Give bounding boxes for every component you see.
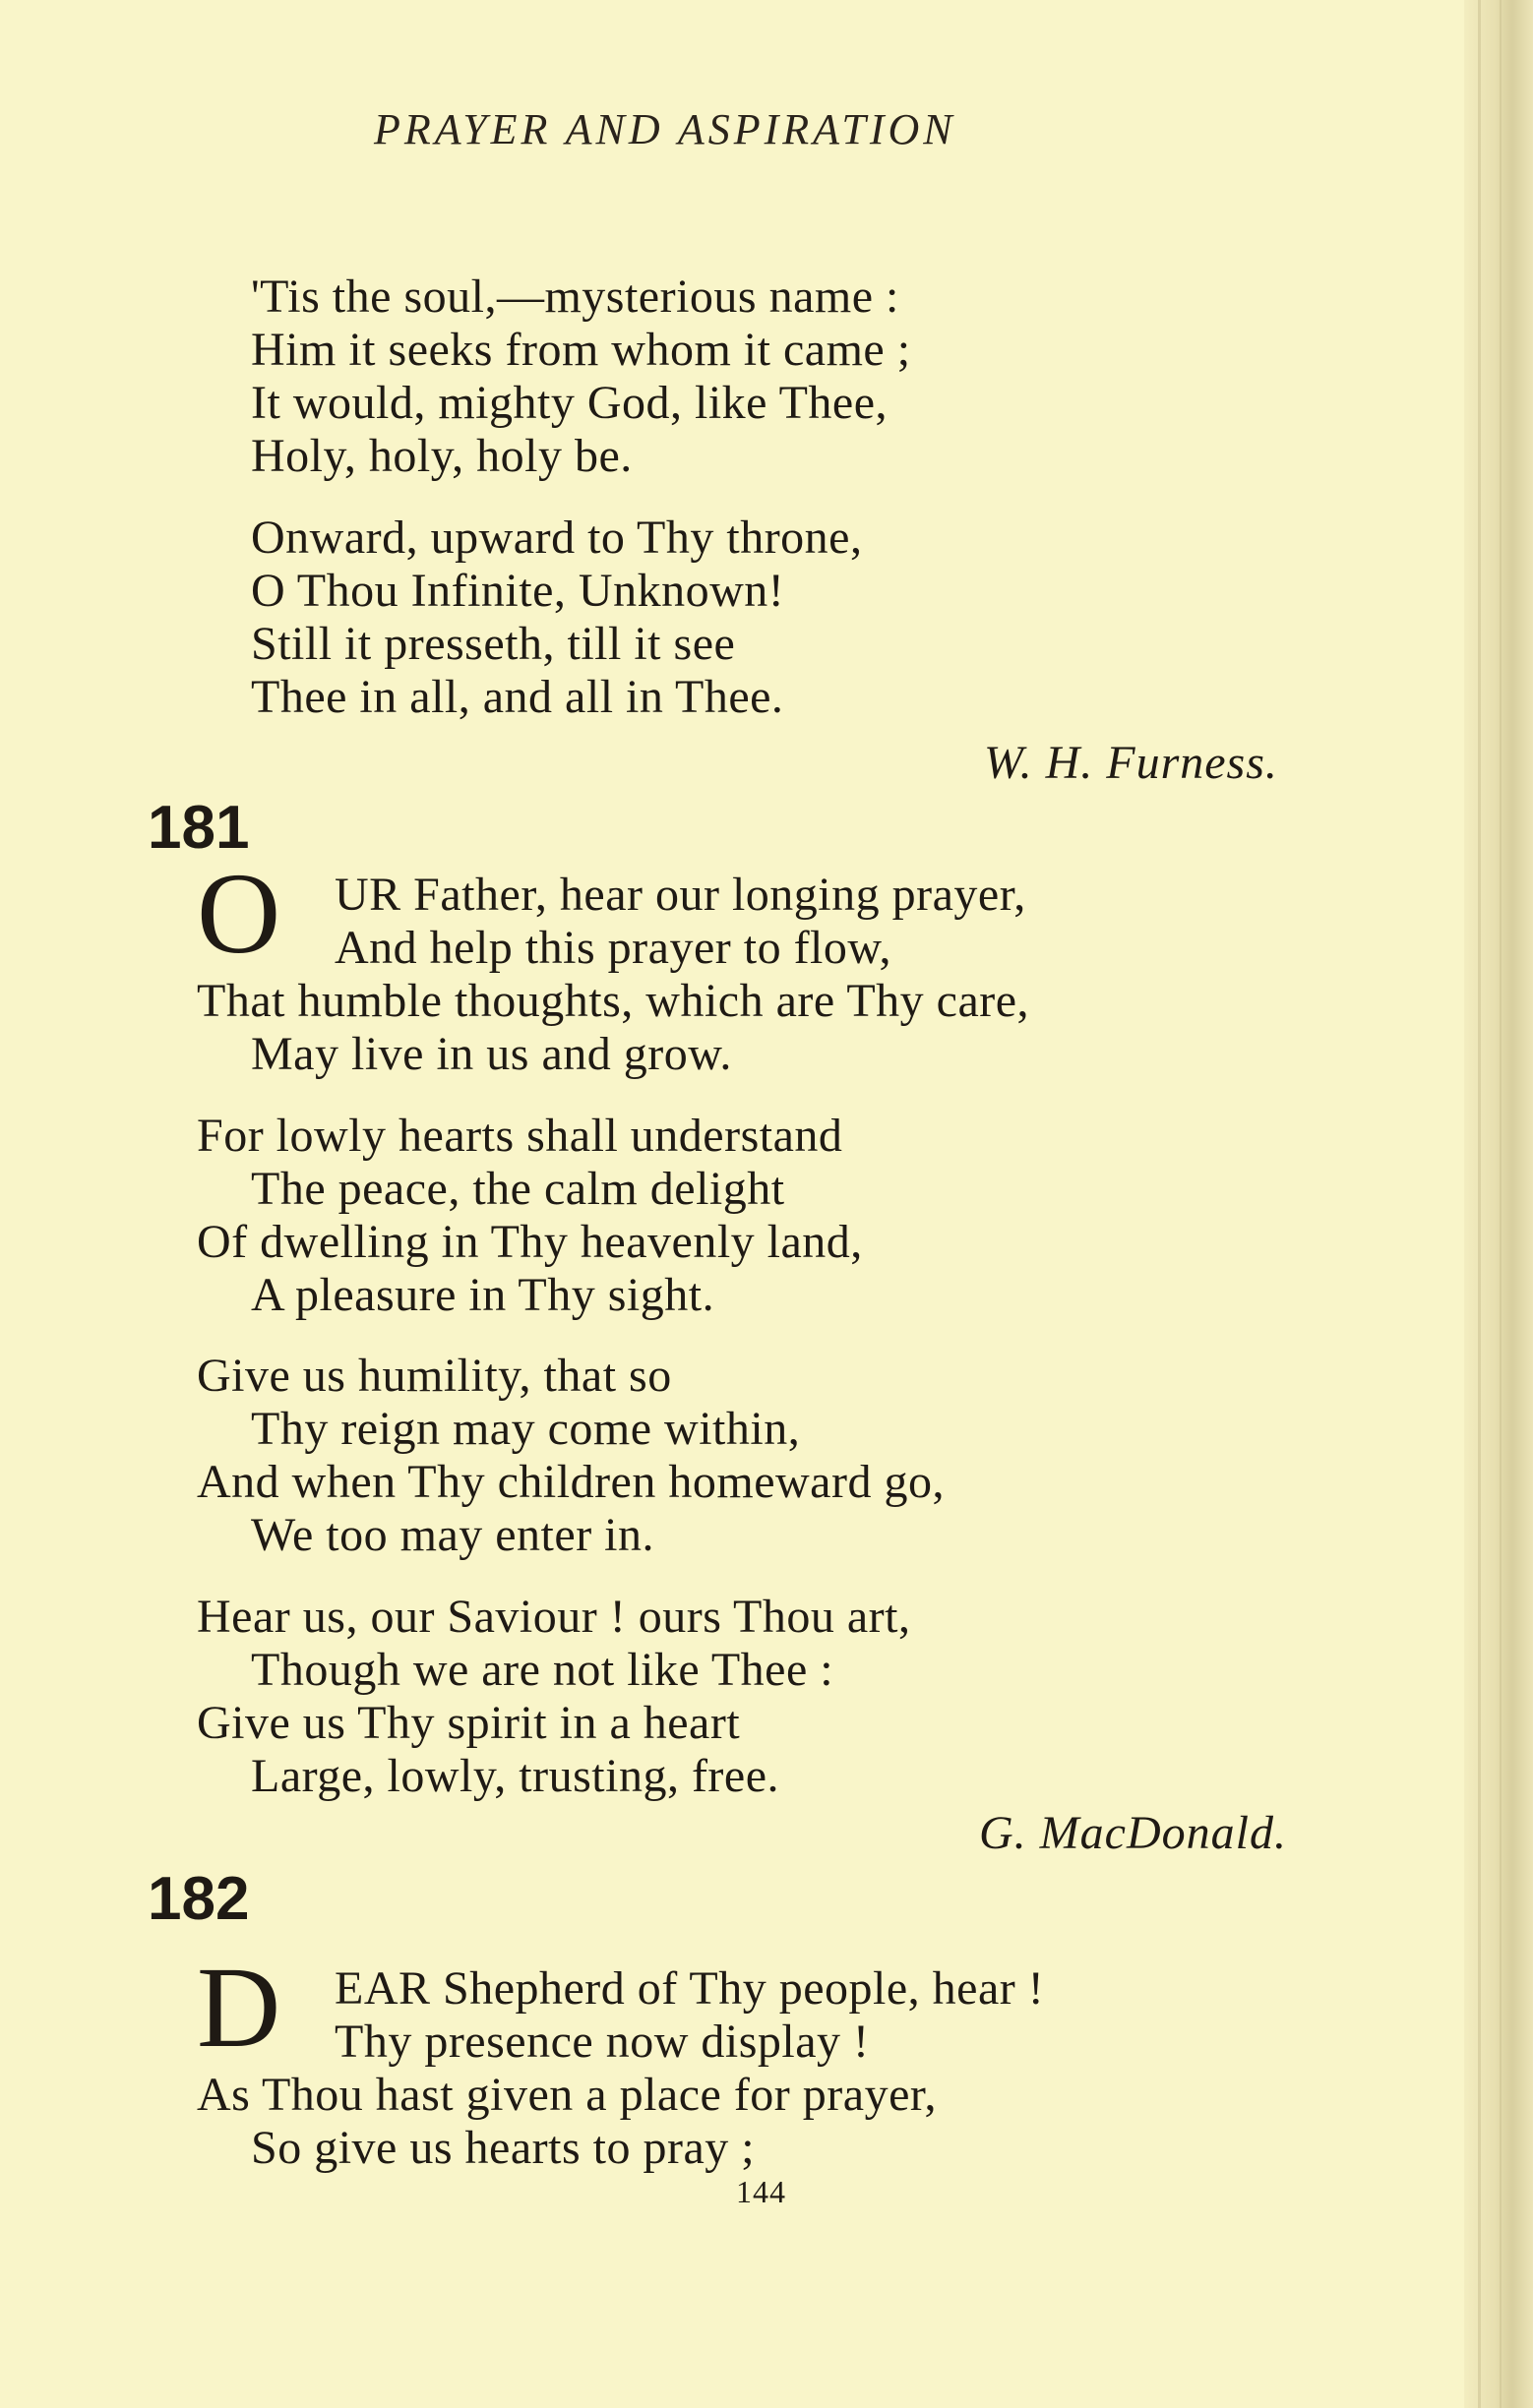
hymn-number-182: 182 [148,1865,250,1933]
verse-line: May live in us and grow. [251,1028,732,1080]
verse-line: 'Tis the soul,—mysterious name : [251,271,899,323]
verse-line: A pleasure in Thy sight. [251,1269,715,1321]
running-head: PRAYER AND ASPIRATION [374,105,956,153]
page-edge [1464,0,1533,2408]
verse-line: As Thou hast given a place for prayer, [197,2069,937,2121]
verse-line: Though we are not like Thee : [251,1644,834,1696]
dropcap-182: D [197,1943,281,2072]
verse-line: Still it presseth, till it see [251,618,736,670]
dropcap-181: O [197,849,281,978]
verse-line: Hear us, our Saviour ! ours Thou art, [197,1591,911,1643]
verse-line: Thy presence now display ! [335,2016,870,2068]
verse-line: For lowly hearts shall understand [197,1110,843,1162]
stanza-181-2 [197,1110,863,1322]
verse-line: Give us Thy spirit in a heart [197,1697,741,1749]
verse-line: Him it seeks from whom it came ; [251,324,911,376]
verse-line: Thy reign may come within, [251,1403,801,1455]
verse-line: Of dwelling in Thy heavenly land, [197,1216,863,1268]
stanza-continued-2 [251,512,862,724]
verse-line: It would, mighty God, like Thee, [251,377,889,429]
stanza-181-3 [197,1350,945,1562]
verse-line: The peace, the calm delight [251,1163,785,1215]
author-furness: W. H. Furness. [984,737,1278,789]
hymn-number-181: 181 [148,794,250,862]
page-number: 144 [736,2174,786,2209]
author-macdonald: G. MacDonald. [979,1807,1287,1859]
verse-line-first-181: UR Father, hear our longing prayer, [335,869,1026,921]
stanza-continued-1 [251,271,911,483]
verse-line: Holy, holy, holy be. [251,430,633,482]
verse-line: Thee in all, and all in Thee. [251,671,784,723]
verse-line: And help this prayer to flow, [335,922,891,974]
stanza-181-4 [197,1591,910,1803]
verse-line-first-182: EAR Shepherd of Thy people, hear ! [335,1962,1045,2015]
verse-line: We too may enter in. [251,1509,655,1561]
verse-line: So give us hearts to pray ; [251,2122,756,2174]
verse-line: That humble thoughts, which are Thy care, [197,975,1030,1027]
verse-line: O Thou Infinite, Unknown! [251,565,785,617]
verse-line: Give us humility, that so [197,1350,672,1402]
verse-line: And when Thy children homeward go, [197,1456,945,1508]
verse-line: Onward, upward to Thy throne, [251,512,863,564]
verse-line: Large, lowly, trusting, free. [251,1750,780,1802]
